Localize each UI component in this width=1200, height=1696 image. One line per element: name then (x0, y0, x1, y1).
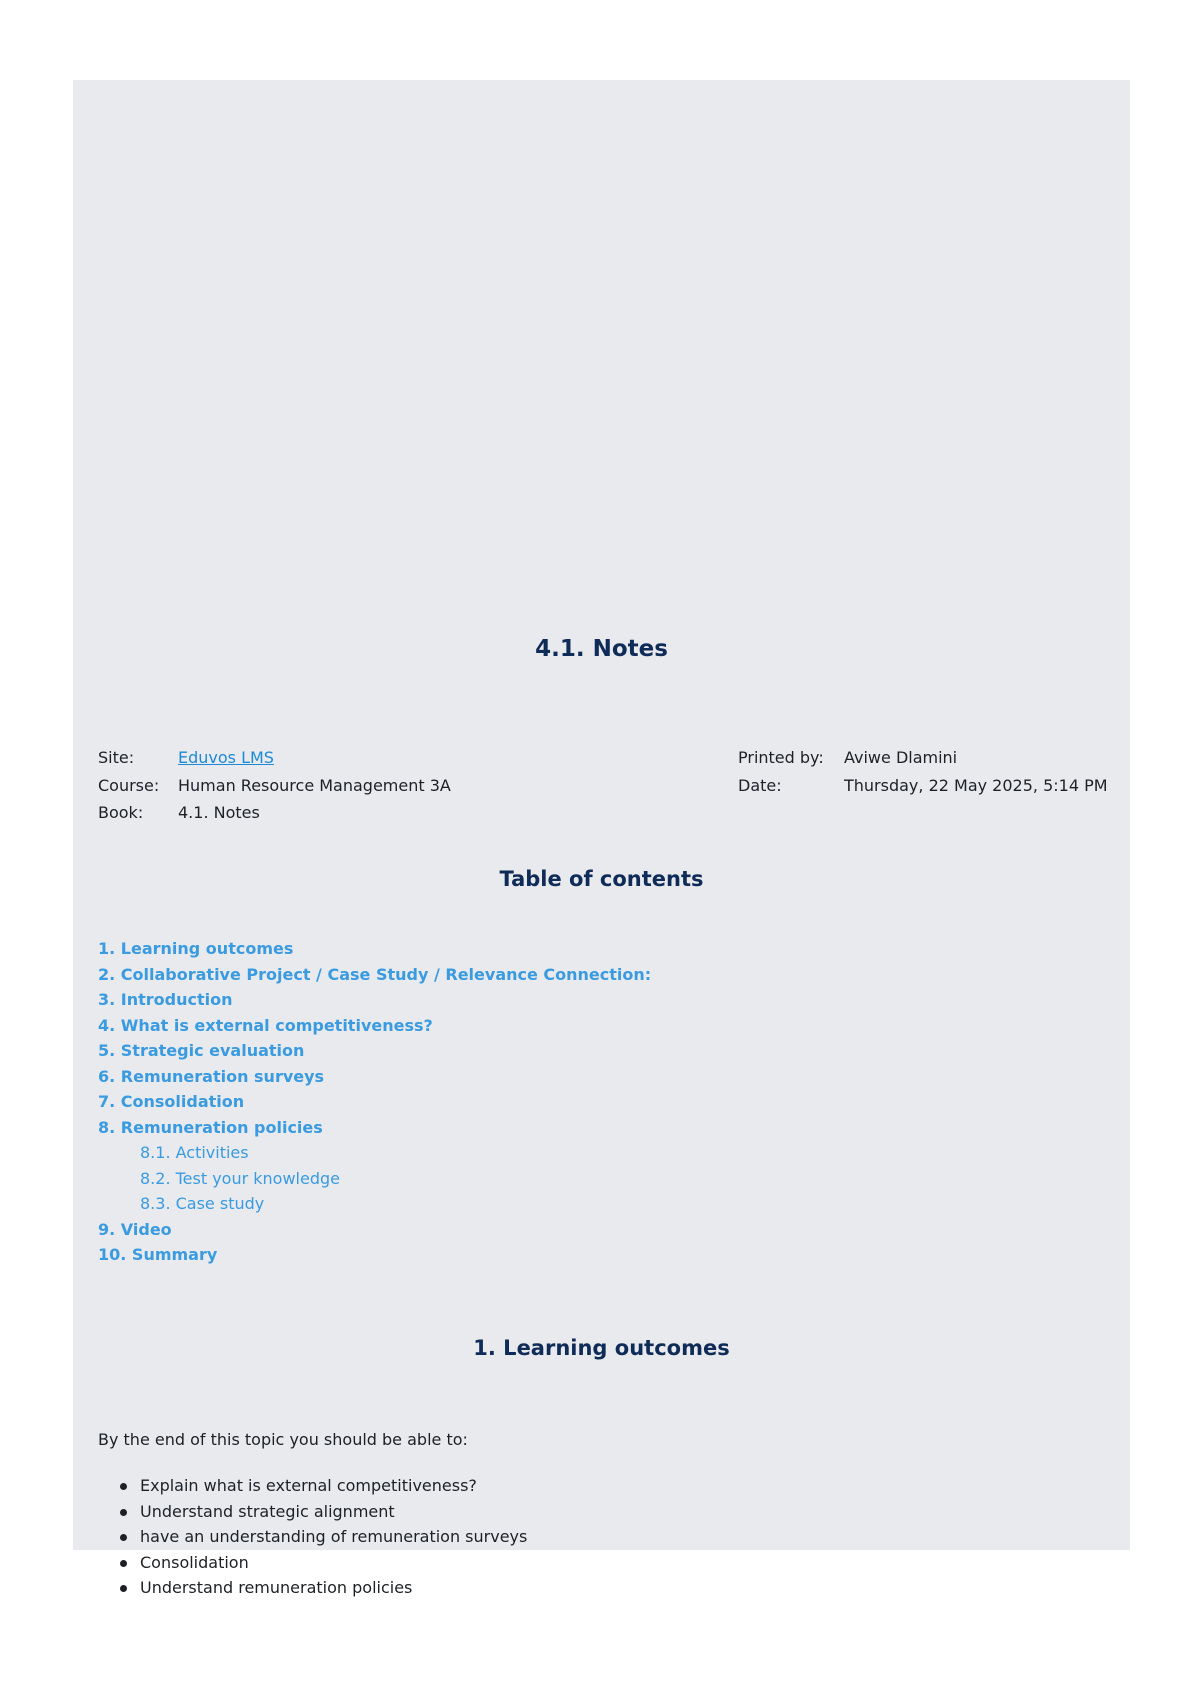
printed-by-row (738, 744, 1108, 772)
section-intro: By the end of this topic you should be able to: (98, 1430, 468, 1449)
list-item (98, 1550, 527, 1576)
course-row (98, 772, 451, 800)
printed-by-value: Aviwe Dlamini (844, 748, 958, 767)
toc-link-remuneration-surveys[interactable]: 6. Remuneration surveys (98, 1066, 325, 1086)
toc-item (98, 1115, 651, 1141)
printed-book-page (73, 80, 1130, 1597)
site-link[interactable]: Eduvos LMS (178, 748, 274, 767)
toc-link-learning-outcomes[interactable]: 1. Learning outcomes (98, 939, 294, 958)
toc-link-consolidation[interactable]: 7. Consolidation (98, 1092, 245, 1111)
toc-link-activities[interactable]: 8.1. Activities (140, 1143, 249, 1162)
toc-item (98, 962, 651, 988)
toc-link-collaborative-project[interactable]: 2. Collaborative Project / Case Study / Relevance Connection: (98, 964, 652, 984)
site-row (98, 744, 451, 772)
site-label: Site: (98, 748, 135, 767)
toc-item (98, 1217, 651, 1243)
list-item (98, 1473, 527, 1499)
toc-item (98, 1064, 651, 1090)
course-label: Course: (98, 775, 160, 795)
toc-item (98, 1038, 651, 1064)
bullet-icon (120, 1534, 127, 1541)
printed-by-label: Printed by: (738, 748, 824, 767)
book-meta-left (98, 744, 451, 827)
list-item-text: Consolidation (140, 1552, 249, 1572)
toc-item (98, 987, 651, 1013)
toc-item (98, 1089, 651, 1115)
list-item-text: have an understanding of remuneration surveys (140, 1527, 528, 1546)
book-title: 4.1. Notes (535, 636, 668, 662)
bullet-icon (120, 1509, 127, 1516)
toc-link-case-study[interactable]: 8.3. Case study (140, 1194, 265, 1213)
list-item-text: Explain what is external competitiveness? (140, 1476, 477, 1495)
toc-link-external-competitiveness[interactable]: 4. What is external competitiveness? (98, 1015, 433, 1035)
date-row (738, 772, 1108, 800)
toc-title: Table of contents (499, 867, 704, 891)
toc-link-video[interactable]: 9. Video (98, 1219, 172, 1239)
bullet-icon (120, 1483, 127, 1490)
toc-link-remuneration-policies[interactable]: 8. Remuneration policies (98, 1117, 323, 1137)
book-meta-right (738, 744, 1108, 799)
toc-link-introduction[interactable]: 3. Introduction (98, 990, 233, 1009)
course-value: Human Resource Management 3A (178, 775, 451, 795)
toc-subitem (98, 1191, 651, 1217)
list-item-text: Understand remuneration policies (140, 1578, 413, 1597)
bullet-icon (120, 1560, 127, 1567)
toc-link-strategic-evaluation[interactable]: 5. Strategic evaluation (98, 1041, 305, 1060)
date-label: Date: (738, 775, 782, 795)
toc-subitem (98, 1140, 651, 1166)
toc-link-test-your-knowledge[interactable]: 8.2. Test your knowledge (140, 1168, 340, 1188)
section-title-learning-outcomes: 1. Learning outcomes (473, 1336, 730, 1360)
list-item (98, 1524, 527, 1550)
toc-subitem (98, 1166, 651, 1192)
list-item-text: Understand strategic alignment (140, 1501, 395, 1521)
toc-item (98, 1013, 651, 1039)
date-value: Thursday, 22 May 2025, 5:14 PM (844, 775, 1108, 795)
book-row (98, 799, 451, 827)
bullet-icon (120, 1585, 127, 1592)
book-value: 4.1. Notes (178, 803, 260, 822)
list-item (98, 1575, 527, 1601)
learning-outcomes-list (98, 1473, 527, 1601)
table-of-contents (98, 936, 651, 1268)
book-label: Book: (98, 803, 144, 822)
toc-item (98, 936, 651, 962)
toc-item (98, 1242, 651, 1268)
list-item (98, 1499, 527, 1525)
toc-link-summary[interactable]: 10. Summary (98, 1245, 218, 1264)
